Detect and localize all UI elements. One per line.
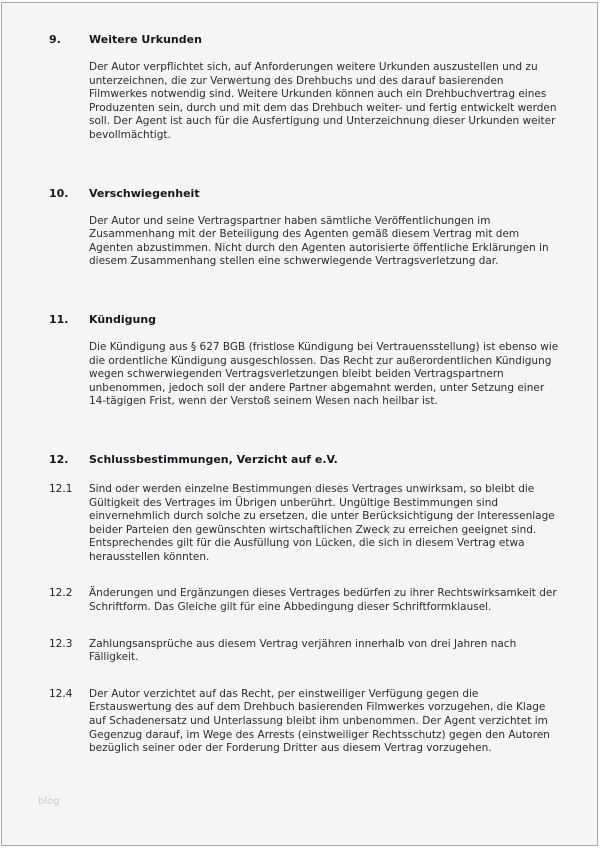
section-title: Schlussbestimmungen, Verzicht auf e.V. [89, 452, 338, 466]
section-11 [49, 313, 563, 409]
section-paragraph: Der Autor und seine Vertragspartner haben sämtliche Veröffentlichungen im Zusammenhang mit der Beteiligung des Agenten gemäß diesem Vertrag mit dem Agenten abzustimmen. Nicht durch den Agenten autorisierte öffentliche Erklärungen in diesem Zusammenhang stellen eine schwerwiegende Vertragsverletzung dar. [89, 214, 549, 268]
subsection-12-1 [49, 483, 563, 565]
section-12-heading [49, 453, 563, 466]
subsection-12-4 [49, 688, 563, 756]
section-paragraph: Der Autor verpflichtet sich, auf Anforderungen weitere Urkunden auszustellen und zu unterzeichnen, die zur Verwertung des Drehbuchs und des darauf basierenden Filmwerkes notwendig sind. Weitere Urkunden können auch ein Drehbuchvertrag eines Produzenten sein, durch und mit dem das Drehbuch weiter- und fertig entwickelt werden soll. Der Agent ist auch für die Ausfertigung und Unterzeichnung dieser Urkunden weiter bevollmächtigt. [89, 61, 557, 141]
section-number: 9. [49, 33, 61, 46]
contract-document-page [1, 2, 598, 846]
section-number: 10. [49, 186, 69, 200]
section-12 [49, 453, 563, 756]
subsection-number: 12.1 [49, 482, 73, 495]
subsection-number: 12.4 [49, 687, 73, 700]
section-number: 12. [49, 452, 69, 466]
subsection-paragraph: Änderungen und Ergänzungen dieses Vertrages bedürfen zu ihrer Rechtswirksamkeit der Schriftform. Das Gleiche gilt für eine Abbedingung dieser Schriftformklausel. [89, 587, 557, 614]
section-10 [49, 187, 563, 269]
subsection-number: 12.2 [49, 587, 73, 600]
subsection-12-3 [49, 638, 563, 665]
section-11-body [49, 341, 563, 409]
section-number: 11. [49, 312, 69, 326]
subsection-paragraph: Zahlungsansprüche aus diesem Vertrag verjähren innerhalb von drei Jahren nach Fälligkeit. [89, 637, 517, 664]
section-paragraph: Die Kündigung aus § 627 BGB (fristlose Kündigung bei Vertrauensstellung) ist ebenso wie die ordentliche Kündigung ausgeschlossen. Das Recht zur außerordentlichen Kündigung wegen schwerwiegenden Vertragsverletzungen bleibt beiden Vertragspartnern unbenommen, jedoch soll der andere Partner abgemahnt werden, unter Setzung einer 14-tägigen Frist, wenn der Verstoß seinem Wesen nach heilbar ist. [89, 340, 559, 408]
section-title: Weitere Urkunden [89, 33, 202, 46]
section-10-heading [49, 187, 563, 200]
section-11-heading [49, 313, 563, 326]
section-9 [49, 33, 563, 143]
blog-watermark: blog [38, 796, 60, 807]
section-title: Kündigung [89, 312, 157, 326]
section-9-heading [49, 33, 563, 46]
section-9-body [49, 61, 563, 143]
subsection-number: 12.3 [49, 637, 73, 650]
subsection-paragraph: Sind oder werden einzelne Bestimmungen dieses Vertrages unwirksam, so bleibt die Gültigkeit des Vertrages im Übrigen unberührt. Ungültige Bestimmungen sind einvernehmlich durch solche zu ersetzen, die unter Berücksichtigung der Interessenlage beider Parteien den gewünschten wirtschaftlichen Zweck zu erreichen geeignet sind. Entsprechendes gilt für die Ausfüllung von Lücken, die sich in diesem Vertrag etwa herausstellen könnten. [89, 482, 555, 563]
section-title: Verschwiegenheit [89, 186, 200, 200]
subsection-paragraph: Der Autor verzichtet auf das Recht, per einstweiliger Verfügung gegen die Erstauswertung des auf dem Drehbuch basierenden Filmwerkes vorzugehen, die Klage auf Schadenersatz und Unterlassung bleibt ihm unbenommen. Der Agent verzichtet im Gegenzug darauf, im Wege des Arrests (einstweiliger Rechtsschutz) gegen den Autoren bezüglich seiner oder der Forderung Dritter aus diesem Vertrag vorzugehen. [89, 687, 550, 755]
section-10-body [49, 215, 563, 269]
subsection-12-2 [49, 587, 563, 614]
